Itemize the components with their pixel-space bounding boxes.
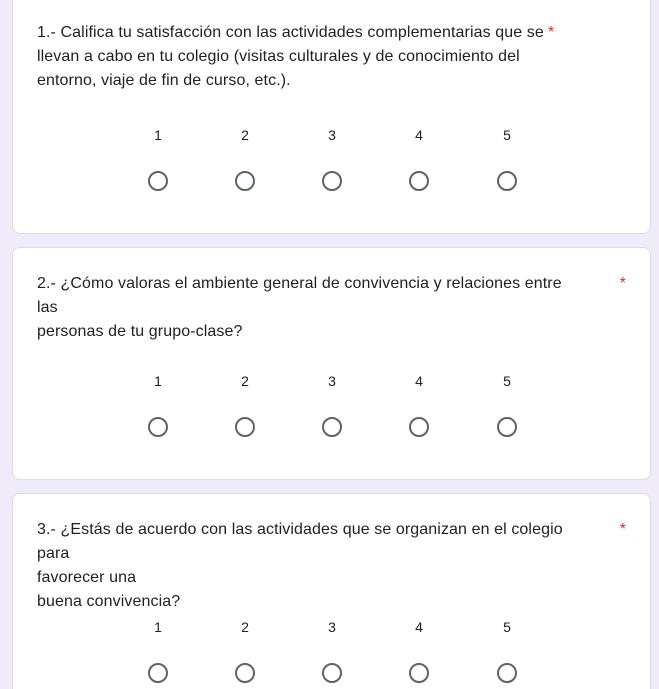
rating-option	[138, 617, 178, 683]
radio-button[interactable]	[148, 417, 168, 437]
radio-button[interactable]	[409, 171, 429, 191]
rating-option	[399, 125, 439, 191]
rating-option-label: 1	[154, 619, 162, 635]
rating-option	[399, 371, 439, 437]
radio-button[interactable]	[497, 171, 517, 191]
rating-option	[138, 371, 178, 437]
radio-button[interactable]	[497, 417, 517, 437]
required-asterisk: *	[619, 521, 626, 538]
radio-button[interactable]	[235, 663, 255, 683]
question-2-line-2: personas de tu grupo-clase?	[37, 323, 243, 340]
question-card-1	[12, 0, 651, 234]
radio-button[interactable]	[322, 417, 342, 437]
rating-option	[312, 125, 352, 191]
rating-option	[312, 371, 352, 437]
rating-scale-1	[13, 125, 650, 215]
question-1-line-2: llevan a cabo en tu colegio (visitas culturales y de conocimiento del	[37, 48, 520, 65]
required-asterisk: *	[619, 275, 626, 292]
question-card-2	[12, 247, 651, 480]
rating-option	[399, 617, 439, 683]
rating-option	[138, 125, 178, 191]
question-1-line-3: entorno, viaje de fin de curso, etc.).	[37, 72, 291, 89]
question-2-line-1: 2.- ¿Cómo valoras el ambiente general de convivencia y relaciones entre las	[37, 275, 562, 316]
rating-option-label: 2	[241, 619, 249, 635]
radio-button[interactable]	[235, 417, 255, 437]
rating-option-label: 3	[328, 373, 336, 389]
question-3-text	[37, 518, 567, 614]
rating-option-label: 3	[328, 619, 336, 635]
rating-option-label: 5	[503, 619, 511, 635]
question-3-line-1: 3.- ¿Estás de acuerdo con las actividades que se organizan en el colegio para	[37, 521, 563, 562]
question-2-text	[37, 272, 567, 344]
radio-button[interactable]	[322, 663, 342, 683]
question-3-line-2: favorecer una	[37, 569, 137, 586]
rating-option-label: 4	[415, 127, 423, 143]
rating-option	[312, 617, 352, 683]
radio-button[interactable]	[148, 171, 168, 191]
required-asterisk: *	[547, 24, 555, 41]
question-3-line-3: buena convivencia?	[37, 593, 181, 610]
radio-button[interactable]	[322, 171, 342, 191]
rating-option	[225, 371, 265, 437]
rating-option	[487, 617, 527, 683]
question-1-line-1: 1.- Califica tu satisfacción con las actividades complementarias que se *	[37, 24, 555, 41]
rating-option-label: 1	[154, 373, 162, 389]
rating-option-label: 1	[154, 127, 162, 143]
question-1-text	[37, 21, 567, 93]
radio-button[interactable]	[148, 663, 168, 683]
rating-option-label: 5	[503, 127, 511, 143]
rating-scale-2	[13, 371, 650, 461]
rating-option	[225, 125, 265, 191]
rating-option	[487, 125, 527, 191]
rating-option	[487, 371, 527, 437]
rating-option-label: 4	[415, 619, 423, 635]
radio-button[interactable]	[409, 663, 429, 683]
question-card-3	[12, 493, 651, 689]
rating-option-label: 3	[328, 127, 336, 143]
rating-scale-3	[13, 617, 650, 689]
rating-option	[225, 617, 265, 683]
radio-button[interactable]	[497, 663, 517, 683]
rating-option-label: 4	[415, 373, 423, 389]
radio-button[interactable]	[235, 171, 255, 191]
rating-option-label: 5	[503, 373, 511, 389]
rating-option-label: 2	[241, 373, 249, 389]
rating-option-label: 2	[241, 127, 249, 143]
radio-button[interactable]	[409, 417, 429, 437]
